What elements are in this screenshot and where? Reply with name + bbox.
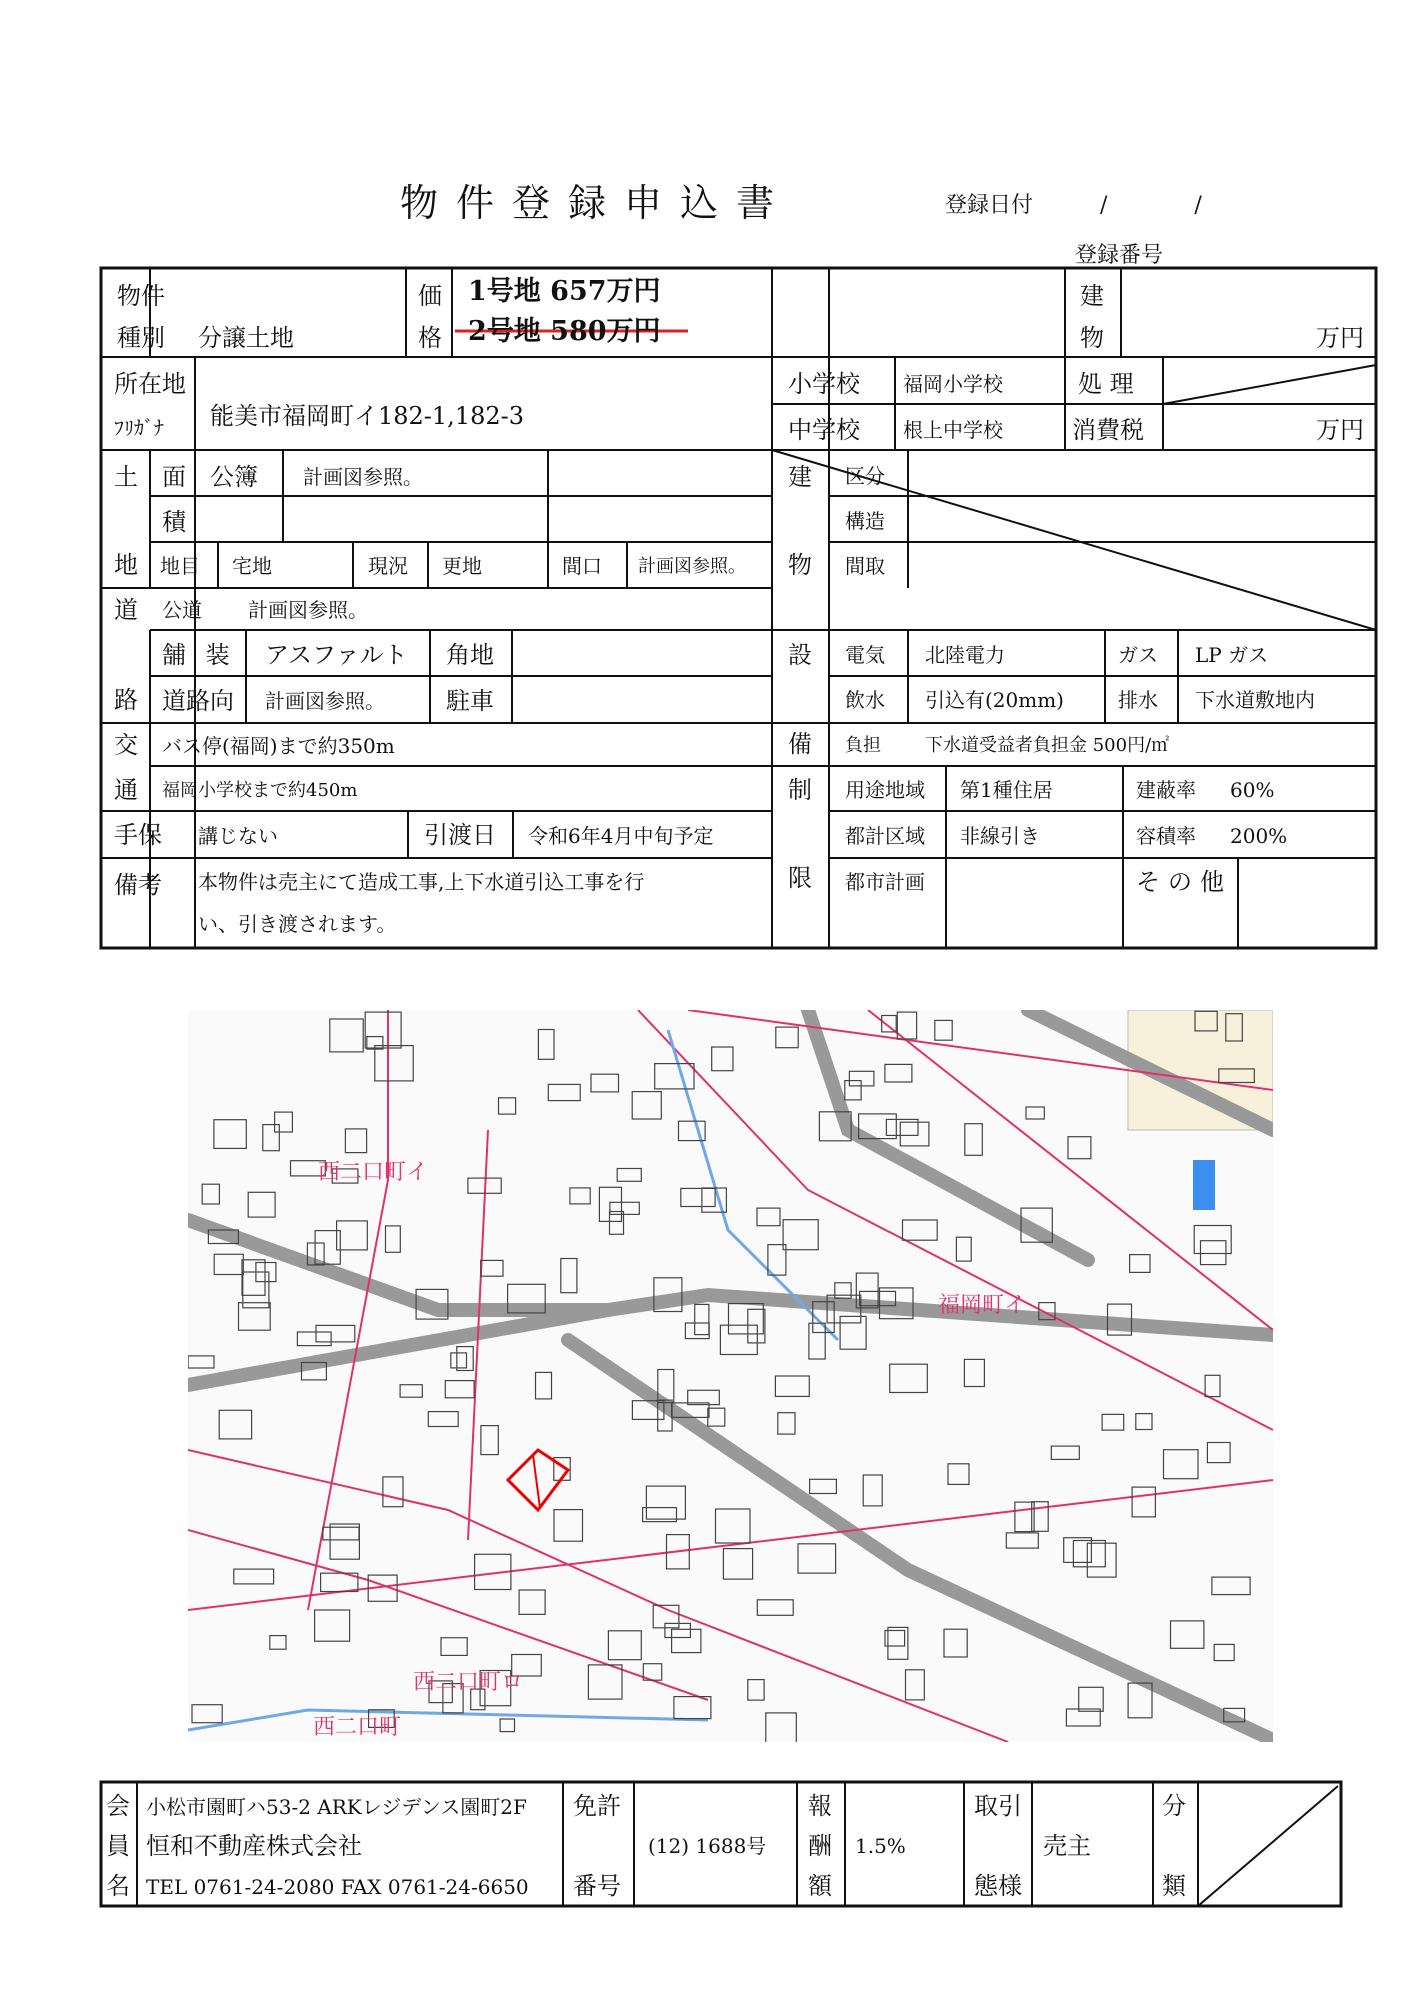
- area-type: 公簿: [210, 463, 258, 491]
- classification-label-1: 分: [1162, 1792, 1186, 1820]
- member-label-3: 名: [106, 1872, 130, 1900]
- building-price-label-2: 物: [1080, 324, 1104, 352]
- parking-label: 駐車: [446, 687, 494, 715]
- location-value: 能美市福岡町イ182-1,182-3: [210, 402, 525, 430]
- electric-value: 北陸電力: [925, 643, 1005, 667]
- price-lot-2: 2号地 580万円: [468, 316, 661, 347]
- property-type-value: 分譲土地: [198, 324, 294, 352]
- fee-label-2: 酬: [808, 1832, 832, 1860]
- other-label: その他: [1136, 868, 1232, 896]
- handover-label: 引渡日: [424, 821, 496, 849]
- consumption-tax-unit: 万円: [1316, 416, 1364, 444]
- maguchi-label: 間口: [562, 554, 602, 578]
- property-type-label-2: 種別: [117, 324, 165, 352]
- price-label-1: 価: [418, 282, 442, 310]
- deal-type-value: 売主: [1043, 1832, 1091, 1860]
- maguchi-value: 計画図参照。: [638, 556, 746, 577]
- member-label-1: 会: [106, 1792, 130, 1820]
- burden-label: 負担: [845, 735, 881, 756]
- use-zone-value: 第1種住居: [960, 778, 1053, 802]
- classification-label-2: 類: [1162, 1872, 1186, 1900]
- tehoko-label: 手保: [114, 821, 162, 849]
- floor-area-ratio-label: 容積率: [1136, 824, 1196, 848]
- page-title: 物件登録申込書: [400, 181, 793, 225]
- registration-number-label: 登録番号: [1075, 243, 1164, 268]
- chimoku-value: 宅地: [232, 554, 272, 578]
- price-label-2: 格: [418, 324, 442, 352]
- map-label-nishifutakuchi-i: 西二口町イ: [318, 1160, 429, 1185]
- license-label-1: 免許: [573, 1792, 621, 1820]
- transport-side-label-1: 交: [114, 731, 138, 759]
- member-company: 恒和不動産株式会社: [146, 1832, 362, 1860]
- road-note: 計画図参照。: [248, 598, 368, 622]
- paving-label: 舗 装: [162, 641, 236, 669]
- member-address: 小松市園町ハ53-2 ARKレジデンス園町2F: [146, 1795, 527, 1819]
- furigana-label: ﾌﾘｶﾞﾅ: [114, 416, 164, 440]
- notes-line-2: い、引き渡されます。: [198, 912, 397, 936]
- building-price-unit: 万円: [1316, 324, 1364, 352]
- transport-bus: バス停(福岡)まで約350m: [162, 734, 395, 758]
- junior-high-value: 根上中学校: [903, 418, 1003, 442]
- area-value: 計画図参照。: [303, 465, 423, 489]
- member-tel-fax: TEL 0761-24-2080 FAX 0761-24-6650: [146, 1875, 529, 1899]
- building-kozo-label: 構造: [845, 509, 885, 533]
- tehoko-value: 講じない: [198, 824, 278, 848]
- license-label-2: 番号: [573, 1872, 621, 1900]
- road-direction-label: 道路向: [162, 687, 234, 715]
- elementary-school-label: 小学校: [788, 370, 860, 398]
- restrictions-side-label-2: 限: [788, 864, 812, 892]
- facilities-side-label-1: 設: [788, 641, 812, 669]
- electric-label: 電気: [845, 643, 885, 667]
- registration-date-label: 登録日付: [945, 193, 1034, 218]
- fee-value: 1.5%: [855, 1834, 906, 1858]
- genkyo-label: 現況: [368, 554, 408, 578]
- consumption-tax-label: 消費税: [1072, 416, 1144, 444]
- deal-type-label-2: 態様: [974, 1872, 1022, 1900]
- genkyo-value: 更地: [442, 554, 482, 578]
- road-direction-value: 計画図参照。: [265, 689, 385, 713]
- building-side-label-1: 建: [788, 463, 812, 491]
- city-zone-value: 非線引き: [960, 824, 1040, 848]
- use-zone-label: 用途地域: [845, 778, 925, 802]
- transport-side-label-2: 通: [114, 776, 138, 804]
- paving-value: アスファルト: [265, 641, 408, 669]
- map-label-nishifutakuchi-ro: 西二口町ロ: [413, 1670, 524, 1695]
- restrictions-side-label-1: 制: [788, 776, 812, 804]
- notes-line-1: 本物件は売主にて造成工事,上下水道引込工事を行: [198, 870, 645, 894]
- map-label-nishifutakuchi: 西二口町: [313, 1715, 402, 1740]
- area-label-2: 積: [162, 508, 186, 536]
- building-madori-label: 間取: [845, 554, 885, 578]
- road-side-label-2: 路: [114, 686, 138, 714]
- notes-label: 備考: [114, 871, 162, 899]
- price-lot-1: 1号地 657万円: [468, 276, 661, 307]
- drain-value: 下水道敷地内: [1195, 688, 1315, 712]
- location-map: [188, 1010, 1273, 1742]
- coverage-label: 建蔽率: [1136, 778, 1196, 802]
- land-side-label-2: 地: [114, 551, 138, 579]
- gas-label: ガス: [1118, 643, 1158, 667]
- fee-label-1: 報: [808, 1792, 832, 1820]
- corner-lot-label: 角地: [446, 641, 494, 669]
- map-label-fukuoka: 福岡町イ: [938, 1293, 1027, 1318]
- gas-value: LP ガス: [1195, 643, 1269, 667]
- handover-value: 令和6年4月中旬予定: [528, 824, 714, 848]
- drain-label: 排水: [1118, 688, 1158, 712]
- process-label: 処 理: [1078, 370, 1134, 398]
- chimoku-label: 地目: [160, 554, 200, 578]
- junior-high-label: 中学校: [788, 416, 860, 444]
- water-value: 引込有(20mm): [925, 688, 1064, 712]
- transport-school: 福岡小学校まで約450m: [162, 780, 358, 801]
- water-label: 飲水: [845, 688, 885, 712]
- elementary-school-value: 福岡小学校: [903, 372, 1003, 396]
- map-drawing: [188, 1010, 1273, 1742]
- building-side-label-2: 物: [788, 551, 812, 579]
- land-side-label-1: 土: [114, 463, 138, 491]
- building-kubun-label: 区分: [845, 464, 885, 488]
- facilities-side-label-2: 備: [788, 730, 812, 758]
- floor-area-ratio-value: 200%: [1230, 824, 1288, 848]
- deal-type-label-1: 取引: [974, 1792, 1022, 1820]
- fee-label-3: 額: [808, 1872, 832, 1900]
- city-zone-label: 都計区域: [845, 824, 925, 848]
- area-label-1: 面: [162, 463, 186, 491]
- road-type: 公道: [162, 598, 202, 622]
- burden-value: 下水道受益者負担金 500円/㎡: [925, 735, 1170, 756]
- road-side-label-1: 道: [114, 596, 138, 624]
- coverage-value: 60%: [1230, 778, 1275, 802]
- city-plan-label: 都市計画: [845, 870, 925, 894]
- registration-date-value: / /: [1100, 193, 1242, 218]
- building-price-label-1: 建: [1080, 282, 1104, 310]
- member-label-2: 員: [106, 1832, 130, 1860]
- license-value: (12) 1688号: [648, 1834, 767, 1858]
- location-label: 所在地: [114, 370, 186, 398]
- property-type-label-1: 物件: [117, 282, 165, 310]
